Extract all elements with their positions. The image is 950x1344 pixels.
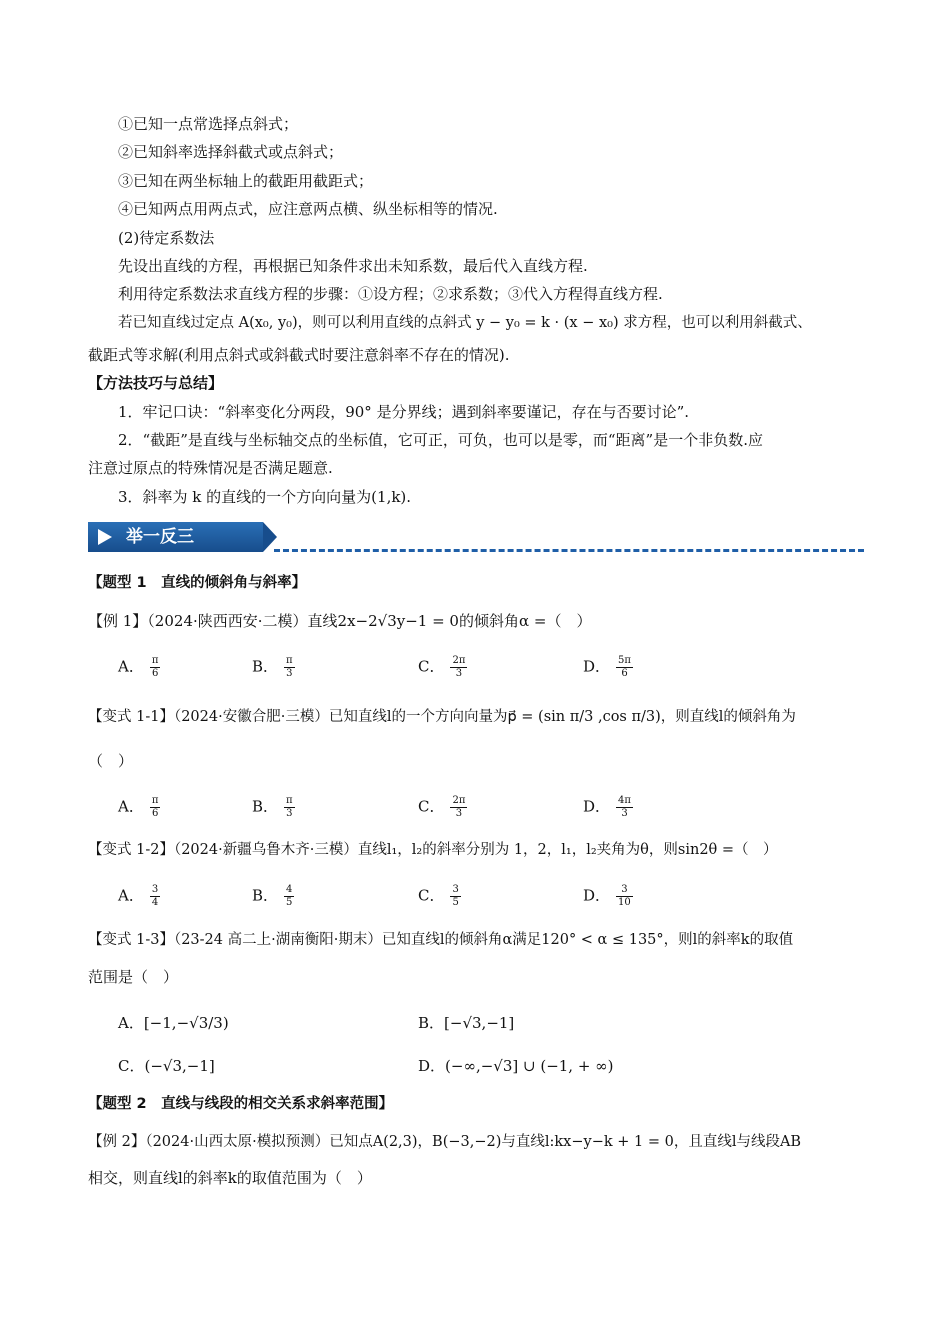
banner-tip bbox=[263, 522, 277, 552]
variant1-3-option-c: C．(−√3,−1] bbox=[118, 1057, 215, 1075]
play-triangle-icon bbox=[98, 529, 112, 545]
variant1-1-option-a: A． $\frac{\pi}{6}$ bbox=[118, 795, 159, 819]
variant1-1-option-d: D． $\frac{4\pi}{3}$ bbox=[583, 795, 631, 819]
example2-stem: 【例 2】（2024·山西太原·模拟预测）已知点A(2,3)，B(−3,−2)与直线l:kx−y−k + 1 = 0，且直线l与线段AB bbox=[88, 1134, 802, 1150]
variant1-1-option-b: B． $\frac{\pi}{3}$ bbox=[252, 795, 293, 819]
variant1-3-stem: 【变式 1-3】（23-24 高二上·湖南衡阳·期末）已知直线l的倾斜角α满足120° < α ≤ 135°，则l的斜率k的取值 bbox=[88, 932, 794, 948]
intro-line-8: 若已知直线过定点 A(x₀, y₀)，则可以利用直线的点斜式 y − y₀ = k · (x − x₀) 求方程，也可以利用斜截式、 bbox=[118, 315, 812, 331]
example1-option-c: C． $\frac{2\pi}{3}$ bbox=[418, 655, 466, 679]
variant1-3-option-b: B．[−√3,−1] bbox=[418, 1014, 515, 1032]
example2-stem2: 相交，则直线l的斜率k的取值范围为（ ） bbox=[88, 1169, 372, 1187]
intro-line-9: 截距式等求解(利用点斜式或斜截式时要注意斜率不存在的情况). bbox=[88, 346, 510, 364]
variant1-3-option-d: D．(−∞,−√3] ∪ (−1, + ∞) bbox=[418, 1057, 614, 1075]
banner-dash-line bbox=[274, 549, 864, 552]
banner-title: 举一反三 bbox=[126, 527, 194, 547]
variant1-2-option-a: A． $\frac{3}{4}$ bbox=[118, 884, 159, 908]
intro-line-3: ③已知在两坐标轴上的截距用截距式； bbox=[118, 172, 374, 190]
type2-heading: 【题型 2 直线与线段的相交关系求斜率范围】 bbox=[88, 1096, 394, 1112]
intro-line-5: (2)待定系数法 bbox=[118, 229, 215, 247]
summary-item-3: 3．斜率为 k 的直线的一个方向向量为(1,k). bbox=[118, 488, 412, 506]
example1-option-d: D． $\frac{5\pi}{6}$ bbox=[583, 655, 631, 679]
variant1-2-option-c: C． $\frac{3}{5}$ bbox=[418, 884, 459, 908]
example1-option-a: A． $\frac{\pi}{6}$ bbox=[118, 655, 159, 679]
intro-line-7: 利用待定系数法求直线方程的步骤：①设方程；②求系数；③代入方程得直线方程. bbox=[118, 285, 663, 303]
summary-heading: 【方法技巧与总结】 bbox=[88, 374, 224, 392]
variant1-3-option-a: A．[−1,−√3/3) bbox=[118, 1014, 229, 1032]
intro-line-2: ②已知斜率选择斜截式或点斜式； bbox=[118, 143, 344, 161]
variant1-2-option-d: D． $\frac{3}{10}$ bbox=[583, 884, 631, 908]
type1-heading: 【题型 1 直线的倾斜角与斜率】 bbox=[88, 575, 307, 591]
variant1-3-stem2: 范围是（ ） bbox=[88, 968, 179, 986]
intro-line-6: 先设出直线的方程，再根据已知条件求出未知系数，最后代入直线方程. bbox=[118, 257, 588, 275]
variant1-2-option-b: B． $\frac{4}{5}$ bbox=[252, 884, 293, 908]
summary-item-2b: 注意过原点的特殊情况是否满足题意. bbox=[88, 459, 333, 477]
section-banner bbox=[88, 520, 863, 558]
variant1-1-paren: （ ） bbox=[88, 752, 134, 770]
intro-line-4: ④已知两点用两点式，应注意两点横、纵坐标相等的情况. bbox=[118, 200, 498, 218]
variant1-1-option-c: C． $\frac{2\pi}{3}$ bbox=[418, 795, 466, 819]
summary-item-1: 1．牢记口诀：“斜率变化分两段，90° 是分界线；遇到斜率要谨记，存在与否要讨论”. bbox=[118, 403, 690, 421]
example1-option-b: B． $\frac{\pi}{3}$ bbox=[252, 655, 293, 679]
variant1-1-stem: 【变式 1-1】（2024·安徽合肥·三模）已知直线l的一个方向向量为p⃗ = (sin π/3 ,cos π/3)，则直线l的倾斜角为 bbox=[88, 709, 796, 725]
intro-line-1: ①已知一点常选择点斜式； bbox=[118, 115, 299, 133]
variant1-2-stem: 【变式 1-2】（2024·新疆乌鲁木齐·三模）直线l₁，l₂的斜率分别为 1，2，l₁，l₂夹角为θ，则sin2θ =（ ） bbox=[88, 842, 778, 858]
summary-item-2a: 2．“截距”是直线与坐标轴交点的坐标值，它可正，可负，也可以是零，而“距离”是一个非负数.应 bbox=[118, 431, 763, 449]
example1-stem: 【例 1】（2024·陕西西安·二模）直线2x−2√3y−1 = 0的倾斜角α =（ ） bbox=[88, 612, 592, 630]
